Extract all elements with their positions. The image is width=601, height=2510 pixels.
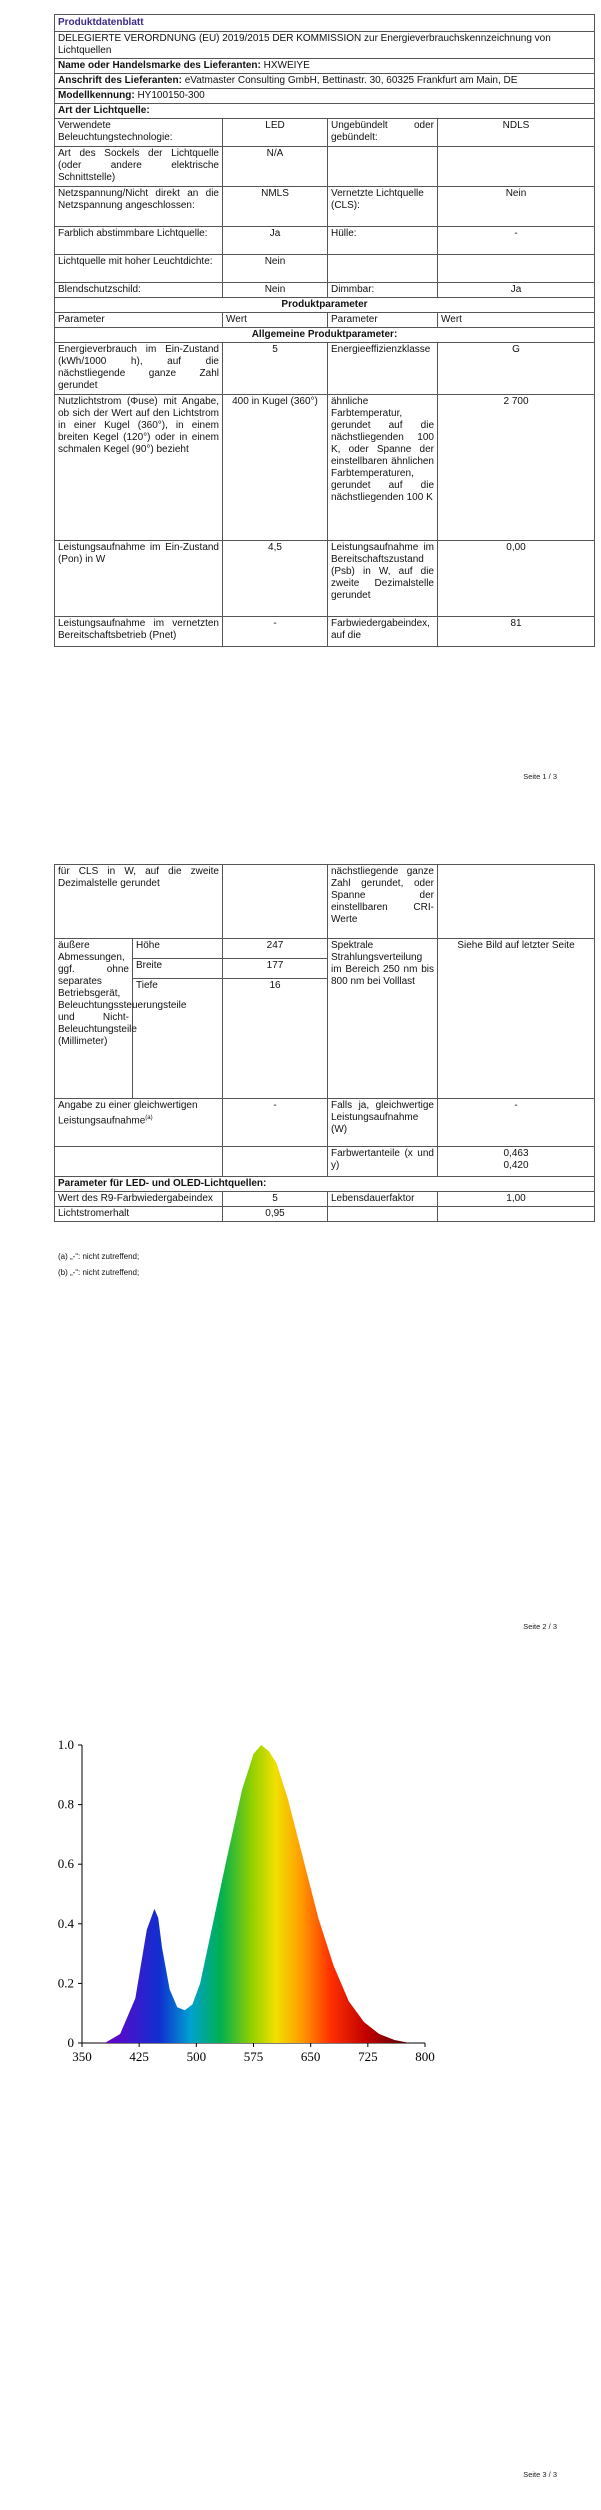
table-row	[55, 147, 595, 187]
dimension-name: Breite	[133, 959, 223, 979]
table-row	[55, 617, 595, 647]
dimensions-label: äußere Abmessungen, ggf. ohne separates Betriebsgerät, Beleuchtungssteuerungsteile und Nicht-Beleuchtungsteile (Millimeter)	[55, 939, 133, 1099]
footnote-a: (a) „-“: nicht zutreffend;	[58, 1252, 140, 1261]
page-2	[0, 860, 601, 1640]
footnote-ref: (a)	[145, 1115, 153, 1121]
chart-marks	[105, 1745, 410, 2043]
model-row	[55, 89, 595, 104]
param-value	[438, 255, 595, 283]
y-tick-label: 0.8	[57, 1796, 74, 1812]
param-label: Leistungsaufnahme im Ein-Zustand (Pon) in W	[55, 541, 223, 617]
param-label: Netzspannung/Nicht direkt an die Netzspannung angeschlossen:	[55, 187, 223, 227]
datasheet-table-page-1	[54, 14, 595, 647]
supplier-row	[55, 59, 595, 74]
table-row	[55, 1147, 595, 1177]
param-value: Nein	[223, 255, 328, 283]
lifetime-label: Lebensdauerfaktor	[328, 1192, 438, 1207]
general-params-header: Allgemeine Produktparameter:	[55, 328, 595, 343]
y-tick-label: 0.2	[57, 1975, 74, 1991]
ifequiv-label: Falls ja, gleichwertige Leistungsaufnahme (W)	[328, 1099, 438, 1147]
dimension-value: 16	[223, 979, 328, 1099]
param-label: Nutzlichtstrom (Φuse) mit Angabe, ob sich der Wert auf den Lichtstrom in einer Kugel (360°), in einem breiten Kegel (120°) oder in einem schmalen Kegel (90°) bezieht	[55, 395, 223, 541]
col-header-param: Parameter	[55, 313, 223, 328]
param-label: Art des Sockels der Lichtquelle (oder andere elektrische Schnittstelle)	[55, 147, 223, 187]
model-value: HY100150-300	[137, 90, 205, 101]
param-value: G	[438, 343, 595, 395]
param-label: Leistungsaufnahme im Bereitschaftszustand (Psb) in W, auf die zweite Dezimalstelle gerundet	[328, 541, 438, 617]
address-row	[55, 74, 595, 89]
table-row	[55, 395, 595, 541]
r9-label: Wert des R9-Farbwiedergabeindex	[55, 1192, 223, 1207]
param-label: Verwendete Beleuchtungstechnologie:	[55, 119, 223, 147]
param-value: Nein	[223, 283, 328, 298]
table-row	[55, 865, 595, 939]
table-header-row	[55, 313, 595, 328]
table-row	[55, 1192, 595, 1207]
address-value: eVatmaster Consulting GmbH, Bettinastr. 30, 60325 Frankfurt am Main, DE	[184, 75, 518, 86]
r9-value: 5	[223, 1192, 328, 1207]
ifequiv-value: -	[438, 1099, 595, 1147]
y-tick-label: 0	[67, 2035, 74, 2050]
lumen-label: Lichtstromerhalt	[55, 1207, 223, 1222]
table-row	[55, 541, 595, 617]
table-row	[55, 1099, 595, 1147]
param-value: 4,5	[223, 541, 328, 617]
param-value: N/A	[223, 147, 328, 187]
param-label: Vernetzte Lichtquelle (CLS):	[328, 187, 438, 227]
page-number: Seite 2 / 3	[523, 1622, 557, 1631]
page-title: Produktdatenblatt	[55, 15, 595, 32]
table-row	[55, 1207, 595, 1222]
x-tick-label: 425	[129, 2049, 149, 2064]
x-tick-label: 350	[72, 2049, 92, 2064]
param-value	[438, 147, 595, 187]
supplier-label: Name oder Handelsmarke des Lieferanten:	[58, 60, 261, 71]
dimension-value: 247	[223, 939, 328, 959]
equiv-value: -	[223, 1099, 328, 1147]
param-label: Farbwiedergabeindex, auf die	[328, 617, 438, 647]
param-label: Energieeffizienzklasse	[328, 343, 438, 395]
param-value: -	[223, 617, 328, 647]
param-value: -	[438, 227, 595, 255]
color-coords-label: Farbwertanteile (x und y)	[328, 1147, 438, 1177]
dimension-value: 177	[223, 959, 328, 979]
x-tick-label: 575	[243, 2049, 264, 2064]
param-value: Nein	[438, 187, 595, 227]
supplier-value: HXWEIYE	[263, 60, 310, 71]
datasheet-table-page-2	[54, 864, 595, 1222]
param-value: Ja	[223, 227, 328, 255]
param-label: Blendschutzschild:	[55, 283, 223, 298]
x-tick-label: 500	[186, 2049, 207, 2064]
page-number: Seite 1 / 3	[523, 772, 557, 781]
table-row	[55, 227, 595, 255]
lumen-value: 0,95	[223, 1207, 328, 1222]
product-params-header: Produktparameter	[55, 298, 595, 313]
param-label: Ungebündelt oder gebündelt:	[328, 119, 438, 147]
table-row	[55, 283, 595, 298]
table-row	[55, 119, 595, 147]
param-value: NMLS	[223, 187, 328, 227]
page-number: Seite 3 / 3	[523, 2470, 557, 2479]
param-label	[328, 147, 438, 187]
param-value: 2 700	[438, 395, 595, 541]
param-value: 81	[438, 617, 595, 647]
dimension-name: Höhe	[133, 939, 223, 959]
x-tick-label: 650	[300, 2049, 321, 2064]
dimension-name: Tiefe	[133, 979, 223, 1099]
param-label: nächstliegende ganze Zahl gerundet, oder Spanne der einstellbaren CRI-Werte	[328, 865, 438, 939]
y-tick-label: 0.4	[57, 1915, 74, 1931]
spectrum-area	[105, 1745, 410, 2043]
param-value: NDLS	[438, 119, 595, 147]
spectral-label: Spektrale Strahlungsverteilung im Bereich 250 nm bis 800 nm bei Volllast	[328, 939, 438, 1099]
x-tick-label: 800	[415, 2049, 435, 2064]
col-header-param: Parameter	[328, 313, 438, 328]
param-label: Energieverbrauch im Ein-Zustand (kWh/1000 h), auf die nächstliegende ganze Zahl gerundet	[55, 343, 223, 395]
param-label: ähnliche Farbtemperatur, gerundet auf die nächstliegenden 100 K, oder Spanne der einstellbaren ähnlichen Farbtemperaturen, gerundet auf die nächstliegenden 100 K	[328, 395, 438, 541]
table-row	[55, 255, 595, 283]
regulation-text: DELEGIERTE VERORDNUNG (EU) 2019/2015 DER KOMMISSION zur Energieverbrauchskennzeichnung von Lichtquellen	[55, 32, 595, 59]
address-label: Anschrift des Lieferanten:	[58, 75, 182, 86]
y-tick-label: 0.6	[57, 1856, 74, 1872]
lifetime-value: 1,00	[438, 1192, 595, 1207]
color-coords-value: 0,463 0,420	[438, 1147, 595, 1177]
y-tick-label: 1.0	[57, 1737, 74, 1752]
page-1	[0, 0, 601, 790]
spectral-value: Siehe Bild auf letzter Seite	[438, 939, 595, 1099]
param-label: Farblich abstimmbare Lichtquelle:	[55, 227, 223, 255]
param-label: für CLS in W, auf die zweite Dezimalstelle gerundet	[55, 865, 223, 939]
table-row	[55, 187, 595, 227]
param-value: LED	[223, 119, 328, 147]
param-label	[328, 255, 438, 283]
table-row	[55, 343, 595, 395]
led-params-header: Parameter für LED- und OLED-Lichtquellen:	[55, 1177, 595, 1192]
param-value: 5	[223, 343, 328, 395]
param-label: Lichtquelle mit hoher Leuchtdichte:	[55, 255, 223, 283]
col-header-value: Wert	[223, 313, 328, 328]
spectral-distribution-chart	[40, 1725, 440, 2075]
col-header-value: Wert	[438, 313, 595, 328]
x-tick-label: 725	[358, 2049, 378, 2064]
equiv-label: Angabe zu einer gleichwertigen Leistungsaufnahme$^{(a)}$	[55, 1099, 223, 1147]
param-label: Dimmbar:	[328, 283, 438, 298]
type-header: Art der Lichtquelle:	[55, 104, 595, 119]
param-value: Ja	[438, 283, 595, 298]
param-value: 400 in Kugel (360°)	[223, 395, 328, 541]
model-label: Modellkennung:	[58, 90, 135, 101]
param-label: Leistungsaufnahme im vernetzten Bereitschaftsbetrieb (Pnet)	[55, 617, 223, 647]
param-value: 0,00	[438, 541, 595, 617]
table-row	[55, 939, 595, 959]
param-label: Hülle:	[328, 227, 438, 255]
footnote-b: (b) „-“: nicht zutreffend;	[58, 1268, 140, 1277]
